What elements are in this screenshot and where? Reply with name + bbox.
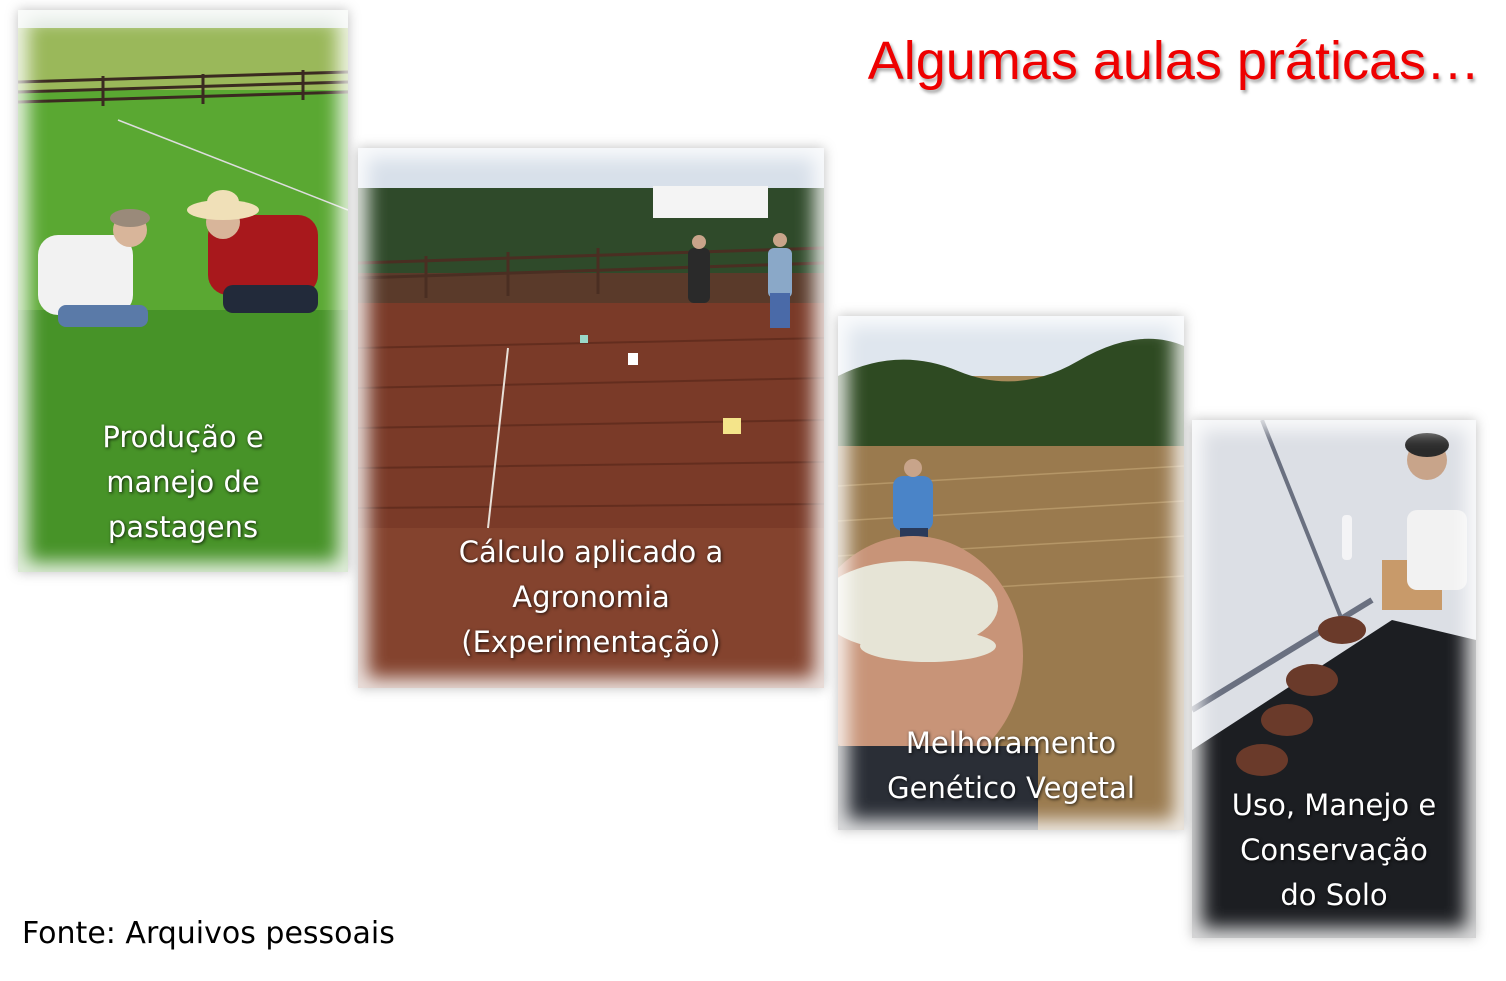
caption-line: Produção e	[102, 420, 264, 454]
caption-line: Cálculo aplicado a	[458, 535, 724, 569]
photo-breeding-field	[838, 316, 1184, 830]
caption-line: Melhoramento	[905, 726, 1117, 760]
source-note: Fonte: Arquivos pessoais	[22, 916, 395, 951]
slide-title: Algumas aulas práticas…	[867, 31, 1480, 91]
caption-line: Conservação	[1240, 833, 1428, 867]
caption-line: pastagens	[107, 510, 259, 544]
photo-pasture	[18, 10, 348, 572]
caption-line: Uso, Manejo e	[1231, 788, 1437, 822]
caption-line: Agronomia	[512, 580, 670, 614]
photo-experimental-field	[358, 148, 824, 688]
caption-line: manejo de	[106, 465, 260, 499]
caption-line: Genético Vegetal	[887, 771, 1135, 805]
caption-line: (Experimentação)	[461, 625, 721, 659]
caption-line: do Solo	[1280, 878, 1388, 912]
photo-soil-lab	[1192, 420, 1476, 938]
